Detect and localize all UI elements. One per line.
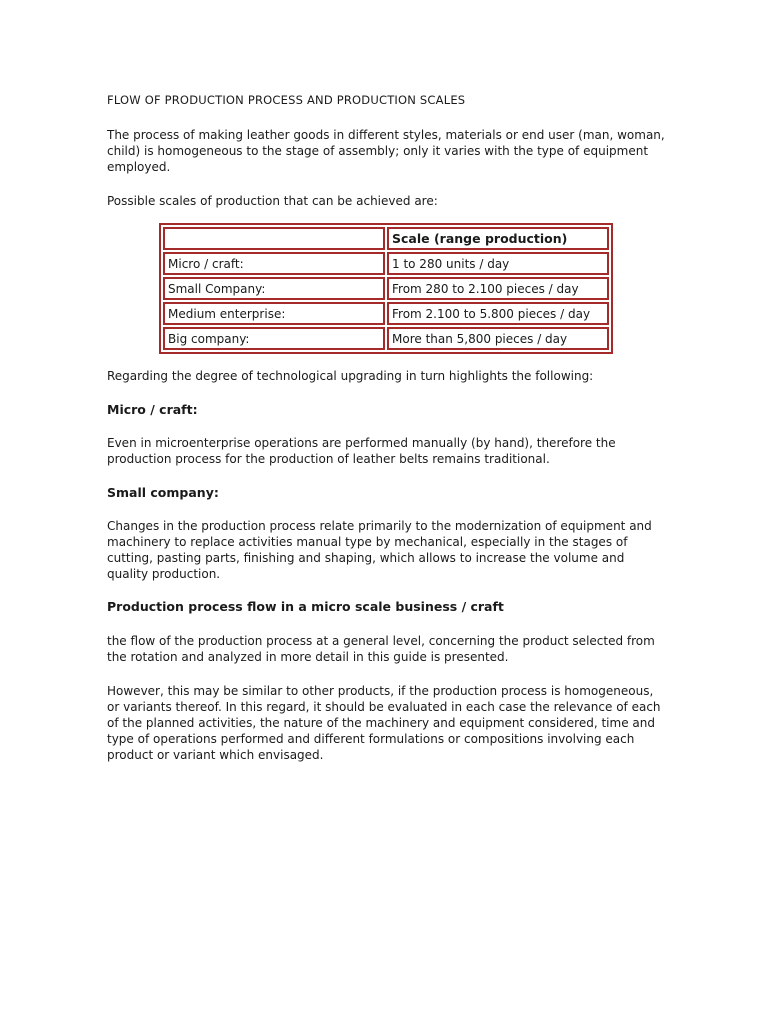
scales-intro-paragraph: Possible scales of production that can be achieved are: [107, 194, 438, 208]
however-paragraph: However, this may be similar to other products, if the production process is homogeneous, or variants thereof. In this regard, it should be evaluated in each case the relevance of each of the planned activities, the nature of the machinery and equipment considered, time and type of operations performed and different formulations or compositions involving each product or variant which envisaged. [107, 684, 661, 762]
upgrading-intro-paragraph: Regarding the degree of technological upgrading in turn highlights the following: [107, 369, 594, 383]
table-cell-scale: Medium enterprise: [163, 302, 385, 325]
production-scales-table [159, 223, 613, 354]
table-header-cell [163, 227, 385, 250]
table-cell-range: From 280 to 2.100 pieces / day [387, 277, 609, 300]
document-title: FLOW OF PRODUCTION PROCESS AND PRODUCTION SCALES [107, 93, 466, 107]
small-company-heading: Small company: [107, 485, 219, 500]
small-company-paragraph: Changes in the production process relate primarily to the modernization of equipment and machinery to replace activities manual type by mechanical, especially in the stages of cutting, pasting parts, finishing and shaping, which allows to increase the volume and quality production. [107, 519, 652, 581]
micro-craft-heading: Micro / craft: [107, 402, 198, 417]
table-cell-range: More than 5,800 pieces / day [387, 327, 609, 350]
intro-paragraph: The process of making leather goods in different styles, materials or end user (man, woman, child) is homogeneous to the stage of assembly; only it varies with the type of equipment employed. [107, 128, 665, 174]
table-cell-range: 1 to 280 units / day [387, 252, 609, 275]
process-flow-heading: Production process flow in a micro scale business / craft [107, 599, 504, 614]
table-cell-scale: Micro / craft: [163, 252, 385, 275]
table-cell-scale: Big company: [163, 327, 385, 350]
micro-craft-paragraph: Even in microenterprise operations are performed manually (by hand), therefore the production process for the production of leather belts remains traditional. [107, 436, 616, 466]
table-row [163, 252, 609, 275]
table-header-row [163, 227, 609, 250]
table-cell-range: From 2.100 to 5.800 pieces / day [387, 302, 609, 325]
table-row [163, 277, 609, 300]
table-row [163, 327, 609, 350]
table-header-cell: Scale (range production) [387, 227, 609, 250]
process-flow-paragraph: the flow of the production process at a general level, concerning the product selected from the rotation and analyzed in more detail in this guide is presented. [107, 634, 655, 664]
table-row [163, 302, 609, 325]
table-cell-scale: Small Company: [163, 277, 385, 300]
